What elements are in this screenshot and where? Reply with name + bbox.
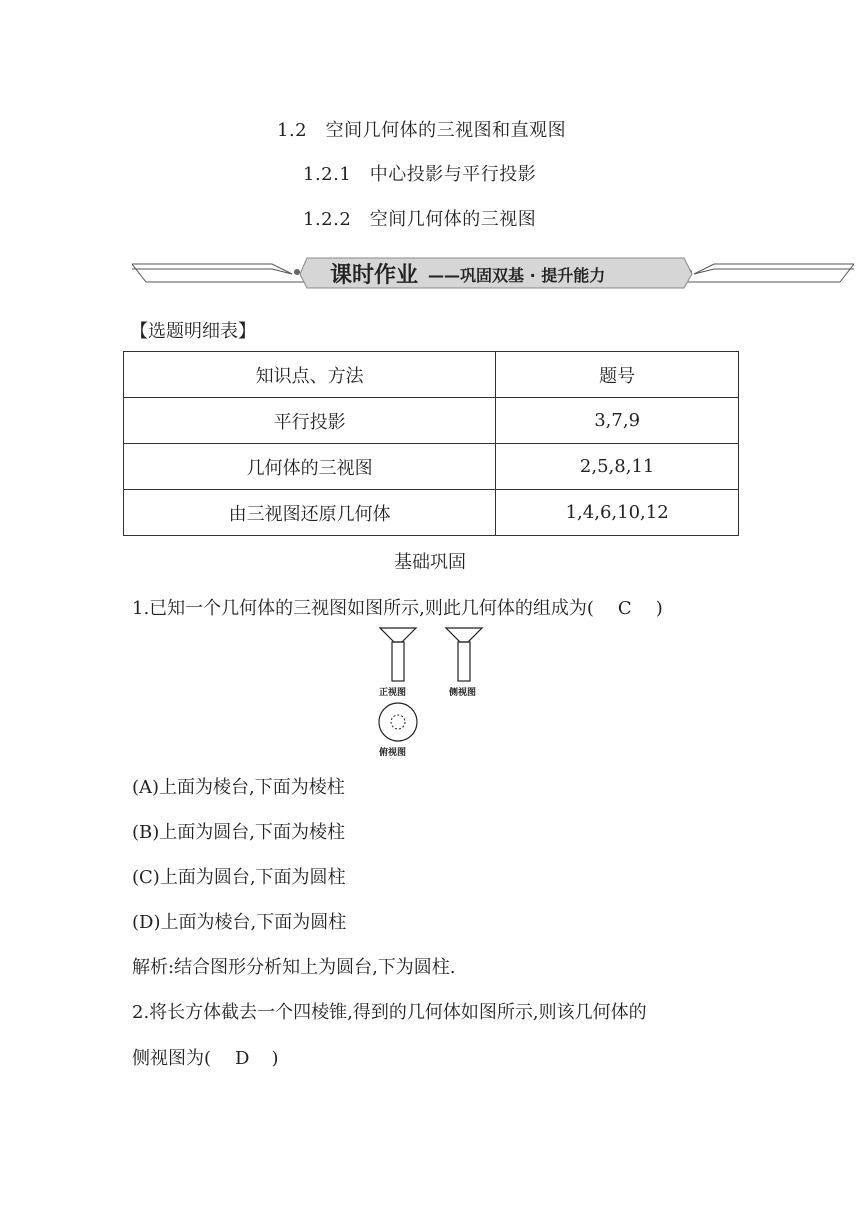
table-header: 题号 bbox=[496, 352, 739, 398]
top-view-shape bbox=[379, 703, 417, 741]
question-text: 侧视图为( bbox=[132, 1048, 212, 1069]
table-cell: 3,7,9 bbox=[496, 398, 739, 444]
top-view-label: 俯视图 bbox=[379, 748, 407, 758]
subsection-heading: 1.2.1 中心投影与平行投影 bbox=[303, 164, 537, 185]
answer-letter: D bbox=[235, 1048, 250, 1069]
explanation: 解析:结合图形分析知上为圆台,下为圆柱. bbox=[132, 957, 456, 978]
close-paren: ) bbox=[271, 1048, 279, 1069]
option-a: (A)上面为棱台,下面为棱柱 bbox=[132, 777, 345, 798]
side-view-label: 侧视图 bbox=[449, 688, 477, 698]
front-view-label: 正视图 bbox=[379, 688, 407, 698]
table-header: 知识点、方法 bbox=[124, 352, 496, 398]
side-view-shape bbox=[446, 628, 482, 681]
question-2-stem-cont bbox=[132, 1044, 279, 1070]
option-b: (B)上面为圆台,下面为棱柱 bbox=[132, 822, 345, 843]
front-view-shape bbox=[380, 628, 416, 681]
table-row bbox=[124, 490, 739, 536]
topic-table bbox=[123, 351, 739, 536]
option-d: (D)上面为棱台,下面为圆柱 bbox=[132, 912, 347, 933]
section-heading: 1.2 空间几何体的三视图和直观图 bbox=[277, 120, 567, 141]
subsection-heading-2: 1.2.2 空间几何体的三视图 bbox=[303, 209, 537, 230]
table-title: 【选题明细表】 bbox=[130, 321, 256, 342]
option-c: (C)上面为圆台,下面为圆柱 bbox=[132, 867, 346, 888]
answer-letter: C bbox=[617, 598, 632, 619]
banner-main-text: 课时作业 bbox=[330, 263, 419, 288]
table-row bbox=[124, 398, 739, 444]
three-view-figure bbox=[372, 625, 492, 765]
question-text: 1.已知一个几何体的三视图如图所示,则此几何体的组成为( bbox=[132, 598, 594, 619]
table-cell: 几何体的三视图 bbox=[124, 444, 496, 490]
table-header-row bbox=[124, 352, 739, 398]
question-1-stem bbox=[132, 594, 663, 620]
section-label: 基础巩固 bbox=[394, 552, 466, 573]
close-paren: ) bbox=[655, 598, 663, 619]
table-cell: 平行投影 bbox=[124, 398, 496, 444]
table-row bbox=[124, 444, 739, 490]
homework-banner bbox=[132, 256, 854, 292]
table-cell: 1,4,6,10,12 bbox=[496, 490, 739, 536]
table-cell: 由三视图还原几何体 bbox=[124, 490, 496, 536]
banner-sub-text: ——巩固双基 · 提升能力 bbox=[428, 266, 606, 285]
question-2-stem: 2.将长方体截去一个四棱锥,得到的几何体如图所示,则该几何体的 bbox=[132, 1002, 647, 1023]
table-cell: 2,5,8,11 bbox=[496, 444, 739, 490]
